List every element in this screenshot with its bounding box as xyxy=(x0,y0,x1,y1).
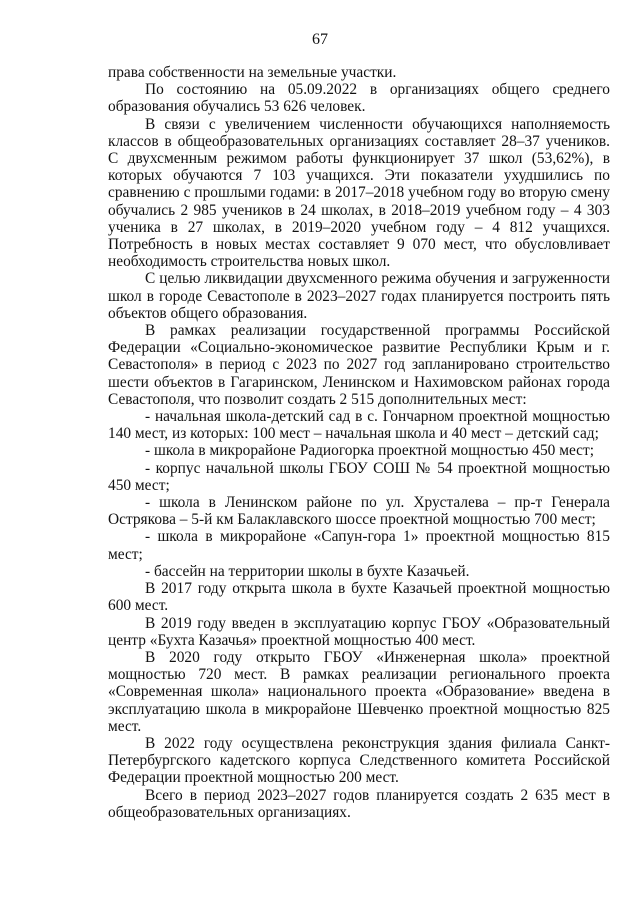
paragraph-6: В 2017 году открыта школа в бухте Казачьей проектной мощностью 600 мест. xyxy=(108,580,610,615)
paragraph-1: права собственности на земельные участки. xyxy=(108,64,397,81)
list-item-6: - бассейн на территории школы в бухте Казачьей. xyxy=(145,562,470,580)
list-item-2: - школа в микрорайоне Радиогорка проектной мощностью 450 мест; xyxy=(145,442,595,460)
paragraph-2: По состоянию на 05.09.2022 в организациях общего среднего образования обучались 53 626 человек. xyxy=(108,81,610,116)
paragraph-9: В 2022 году осуществлена реконструкция здания филиала Санкт-Петербургского кадетского корпуса Следственного комитета Российской Федерации проектной мощностью 200 мест. xyxy=(108,734,610,787)
paragraph-10: Всего в период 2023–2027 годов планируется создать 2 635 мест в общеобразовательных организациях. xyxy=(108,786,610,821)
list-item-3: - корпус начальной школы ГБОУ СОШ № 54 проектной мощностью 450 мест; xyxy=(108,459,610,494)
page-number: 67 xyxy=(312,31,328,48)
list-item-5: - школа в микрорайоне «Сапун-гора 1» проектной мощностью 815 мест; xyxy=(108,528,610,563)
document-body xyxy=(108,64,610,821)
paragraph-7: В 2019 году введен в эксплуатацию корпус ГБОУ «Образовательный центр «Бухта Казачья» проектной мощностью 400 мест. xyxy=(108,614,610,649)
paragraph-5: В рамках реализации государственной программы Российской Федерации «Социально-экономическое развитие Республики Крым и г. Севастополя» в период с 2023 по 2027 год запланировано строительство шести объектов в Гагаринском, Ленинском и Нахимовском районах города Севастополя, что позволит создать 2 515 дополнительных мест: xyxy=(108,322,610,408)
paragraph-8: В 2020 году открыто ГБОУ «Инженерная школа» проектной мощностью 720 мест. В рамках реализации регионального проекта «Современная школа» национального проекта «Образование» введена в эксплуатацию школа в микрорайоне Шевченко проектной мощностью 825 мест. xyxy=(108,648,610,735)
paragraph-3: В связи с увеличением численности обучающихся наполняемость классов в общеобразовательных организациях составляет 28–37 учеников. С двухсменным режимом работы функционирует 37 школ (53,62%), в которых обучаются 7 103 учащихся. Эти показатели ухудшились по сравнению с прошлыми годами: в 2017–2018 учебном году во вторую смену обучались 2 985 учеников в 24 школах, в 2018–2019 учебном году – 4 303 ученика в 27 школах, в 2019–2020 учебном году – 4 812 учащихся. Потребность в новых местах составляет 9 070 мест, что обусловливает необходимость строительства новых школ. xyxy=(108,115,610,271)
list-item-1: - начальная школа-детский сад в с. Гончарном проектной мощностью 140 мест, из которых: 100 мест – начальная школа и 40 мест – детский сад; xyxy=(108,408,610,443)
list-item-4: - школа в Ленинском районе по ул. Хрусталева – пр-т Генерала Острякова – 5-й км Балаклавского шоссе проектной мощностью 700 мест; xyxy=(108,494,610,529)
paragraph-4: С целью ликвидации двухсменного режима обучения и загруженности школ в городе Севастополе в 2023–2027 годах планируется построить пять объектов общего образования. xyxy=(108,270,610,322)
